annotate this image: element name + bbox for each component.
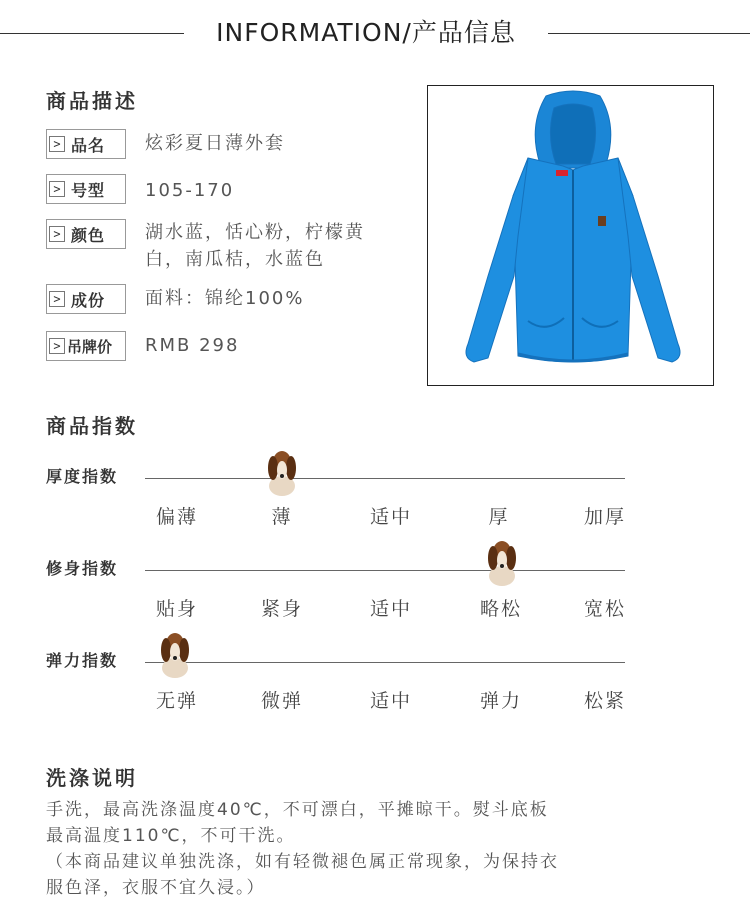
- product-photo: [427, 85, 714, 386]
- dog-marker-icon: [485, 536, 519, 586]
- wash-text-line3: （本商品建议单独洗涤，如有轻微褪色属正常现象，为保持衣: [46, 852, 559, 872]
- scale-option: 加厚: [583, 506, 626, 528]
- dog-marker-icon: [158, 628, 192, 678]
- spec-label-price: [46, 331, 126, 361]
- spec-label-name: [46, 129, 126, 159]
- scale-option: 紧身: [260, 598, 303, 620]
- scale-option: 薄: [271, 506, 293, 528]
- scale-option: 微弹: [260, 690, 303, 712]
- thickness-scale-line: [145, 478, 625, 479]
- wash-text-line2: 最高温度110℃，不可干洗。: [46, 826, 296, 846]
- spec-value-name: 炫彩夏日薄外套: [145, 133, 285, 154]
- elasticity-index-label: 弹力指数: [46, 651, 119, 670]
- elasticity-scale-line: [145, 662, 625, 663]
- header-rule-right: [548, 33, 750, 34]
- scale-option: 适中: [369, 690, 412, 712]
- spec-value-color-line2: 白，南瓜桔，水蓝色: [145, 249, 325, 270]
- scale-option: 宽松: [583, 598, 626, 620]
- spec-label-text: 号型: [71, 180, 106, 200]
- scale-option: 无弹: [155, 690, 198, 712]
- chevron-right-icon: >: [49, 136, 65, 152]
- wash-text-line1: 手洗，最高洗涤温度40℃，不可漂白，平摊晾干。熨斗底板: [46, 800, 549, 820]
- spec-value-price: RMB 298: [145, 335, 240, 356]
- thickness-index-label: 厚度指数: [46, 467, 119, 486]
- scale-option: 偏薄: [155, 506, 198, 528]
- spec-label-size: [46, 174, 126, 204]
- spec-label-material: [46, 284, 126, 314]
- spec-label-text: 成份: [71, 290, 106, 310]
- spec-label-text: 品名: [71, 135, 106, 155]
- scale-option: 略松: [479, 598, 522, 620]
- header-rule-left: [0, 33, 184, 34]
- product-section-title: 商品描述: [46, 89, 138, 113]
- scale-option: 适中: [369, 506, 412, 528]
- chevron-right-icon: >: [49, 226, 65, 242]
- fit-scale-line: [145, 570, 625, 571]
- chevron-right-icon: >: [49, 291, 65, 307]
- scale-option: 厚: [488, 506, 510, 528]
- scale-option: 贴身: [155, 598, 198, 620]
- spec-label-text: 颜色: [71, 225, 106, 245]
- page-title: INFORMATION/产品信息: [216, 18, 516, 47]
- fit-index-label: 修身指数: [46, 559, 119, 578]
- wash-section-title: 洗涤说明: [46, 766, 138, 790]
- indices-section-title: 商品指数: [46, 414, 138, 438]
- scale-option: 松紧: [583, 690, 626, 712]
- spec-label-text: 吊牌价: [67, 337, 113, 356]
- wash-text-line4: 服色泽，衣服不宜久浸。）: [46, 878, 266, 898]
- jacket-image: [428, 86, 714, 386]
- spec-value-material: 面料：锦纶100%: [145, 288, 305, 309]
- dog-marker-icon: [265, 446, 299, 496]
- chevron-right-icon: >: [49, 338, 65, 354]
- chevron-right-icon: >: [49, 181, 65, 197]
- spec-value-size: 105-170: [145, 180, 235, 201]
- scale-option: 弹力: [479, 690, 522, 712]
- scale-option: 适中: [369, 598, 412, 620]
- spec-value-color-line1: 湖水蓝，恬心粉，柠檬黄: [145, 222, 365, 243]
- spec-label-color: [46, 219, 126, 249]
